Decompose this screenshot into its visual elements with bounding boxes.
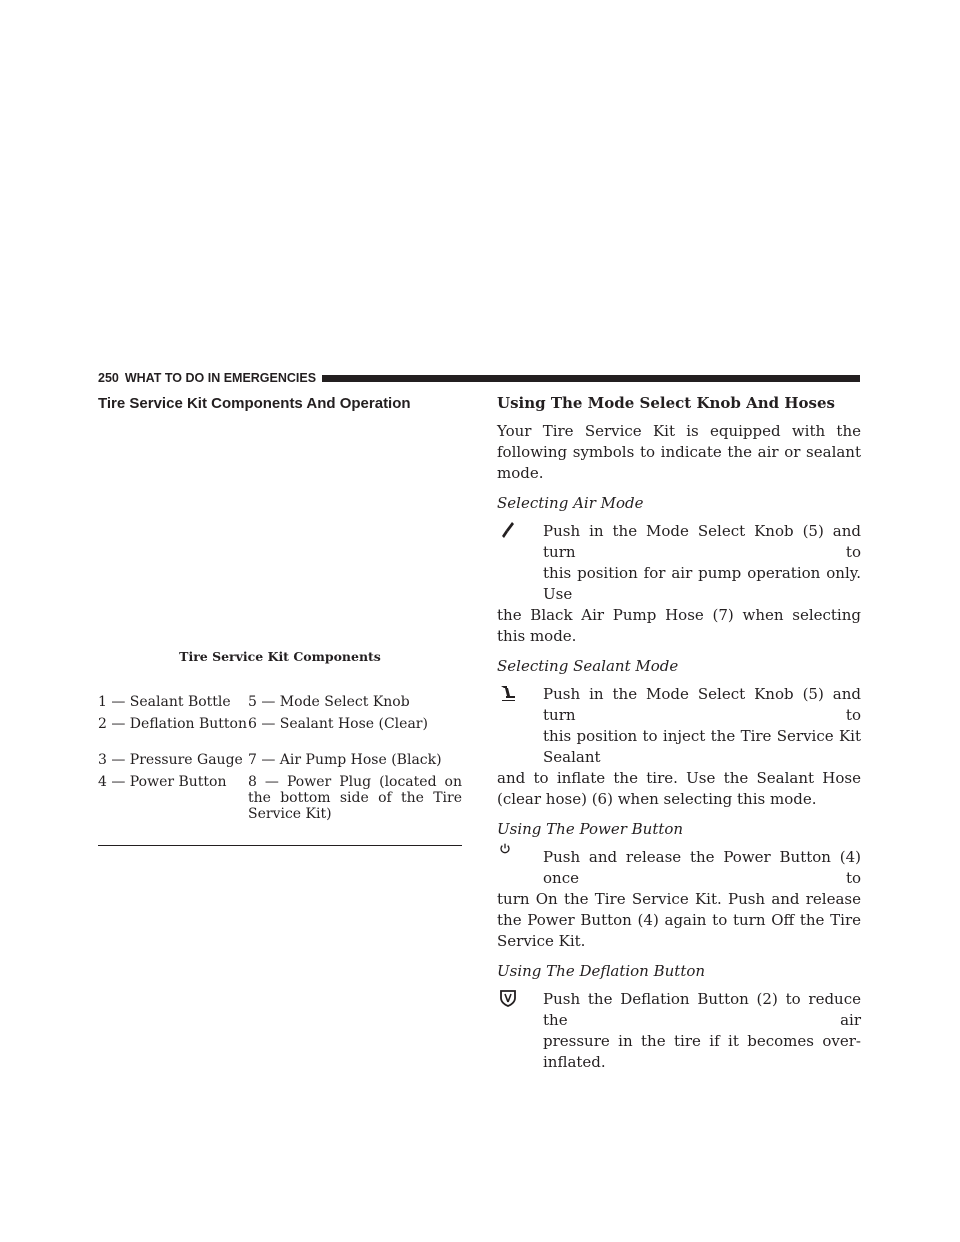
power-button-line1: Push and release the Power Button (4) once to [543,848,861,887]
deflation-icon [499,989,517,1007]
table-cell: 3 — Pressure Gauge [98,752,243,768]
power-button-heading: Using The Power Button [497,820,684,838]
power-icon [499,843,511,855]
section-name: WHAT TO DO IN EMERGENCIES [124,371,317,385]
table-cell: 2 — Deflation Button [98,716,248,732]
subsection-title: Using The Mode Select Knob And Hoses [497,394,835,412]
table-cell: 4 — Power Button [98,774,227,790]
sealant-mode-paragraph [497,684,861,810]
table-row [98,694,462,710]
header-rule [322,375,860,382]
air-mode-paragraph [497,521,861,647]
sealant-mode-heading: Selecting Sealant Mode [497,657,679,675]
table-cell: 1 — Sealant Bottle [98,694,231,710]
air-mode-heading: Selecting Air Mode [497,494,644,512]
table-cell: 7 — Air Pump Hose (Black) [248,752,442,768]
table-cell: 5 — Mode Select Knob [248,694,410,710]
page-header [98,371,860,385]
table-row [98,732,462,768]
components-table [98,694,462,822]
air-mode-line2: this position for air pump operation only. Use [543,564,861,603]
deflation-button-line2: pressure in the tire if it becomes over-inflated. [543,1032,861,1071]
table-bottom-rule [98,845,462,846]
cell-line: Service Kit) [248,806,332,822]
table-row [98,768,462,822]
right-column [497,394,861,1073]
cell-line: the bottom side of the Tire [248,790,462,806]
left-column [98,394,462,822]
page-number: 250 [98,371,119,385]
cell-line: 8 — Power Plug (located on [248,774,462,790]
sealant-mode-line1: Push in the Mode Select Knob (5) and turn to [543,685,861,724]
intro-paragraph: Your Tire Service Kit is equipped with the following symbols to indicate the air or sealant mode. [497,422,861,482]
air-mode-icon [499,521,517,539]
deflation-button-heading: Using The Deflation Button [497,962,706,980]
sealant-mode-line3: and to inflate the tire. Use the Sealant Hose (clear hose) (6) when selecting this mode. [497,769,861,808]
power-button-line2: turn On the Tire Service Kit. Push and release the Power Button (4) again to turn Off the Tire Service Kit. [497,890,861,950]
air-mode-line3: the Black Air Pump Hose (7) when selecting this mode. [497,606,861,645]
deflation-button-paragraph [497,989,861,1073]
power-button-paragraph [497,847,861,952]
table-row [98,710,462,732]
air-mode-line1: Push in the Mode Select Knob (5) and turn to [543,522,861,561]
table-cell: 6 — Sealant Hose (Clear) [248,716,428,732]
sealant-mode-icon [499,684,517,702]
sealant-mode-line2: this position to inject the Tire Service Kit Sealant [543,727,861,766]
section-title: Tire Service Kit Components And Operation [98,395,411,412]
figure-caption: Tire Service Kit Components [179,649,381,664]
deflation-button-line1: Push the Deflation Button (2) to reduce the air [543,990,861,1029]
figure-placeholder [98,413,462,649]
table-cell [248,768,462,822]
